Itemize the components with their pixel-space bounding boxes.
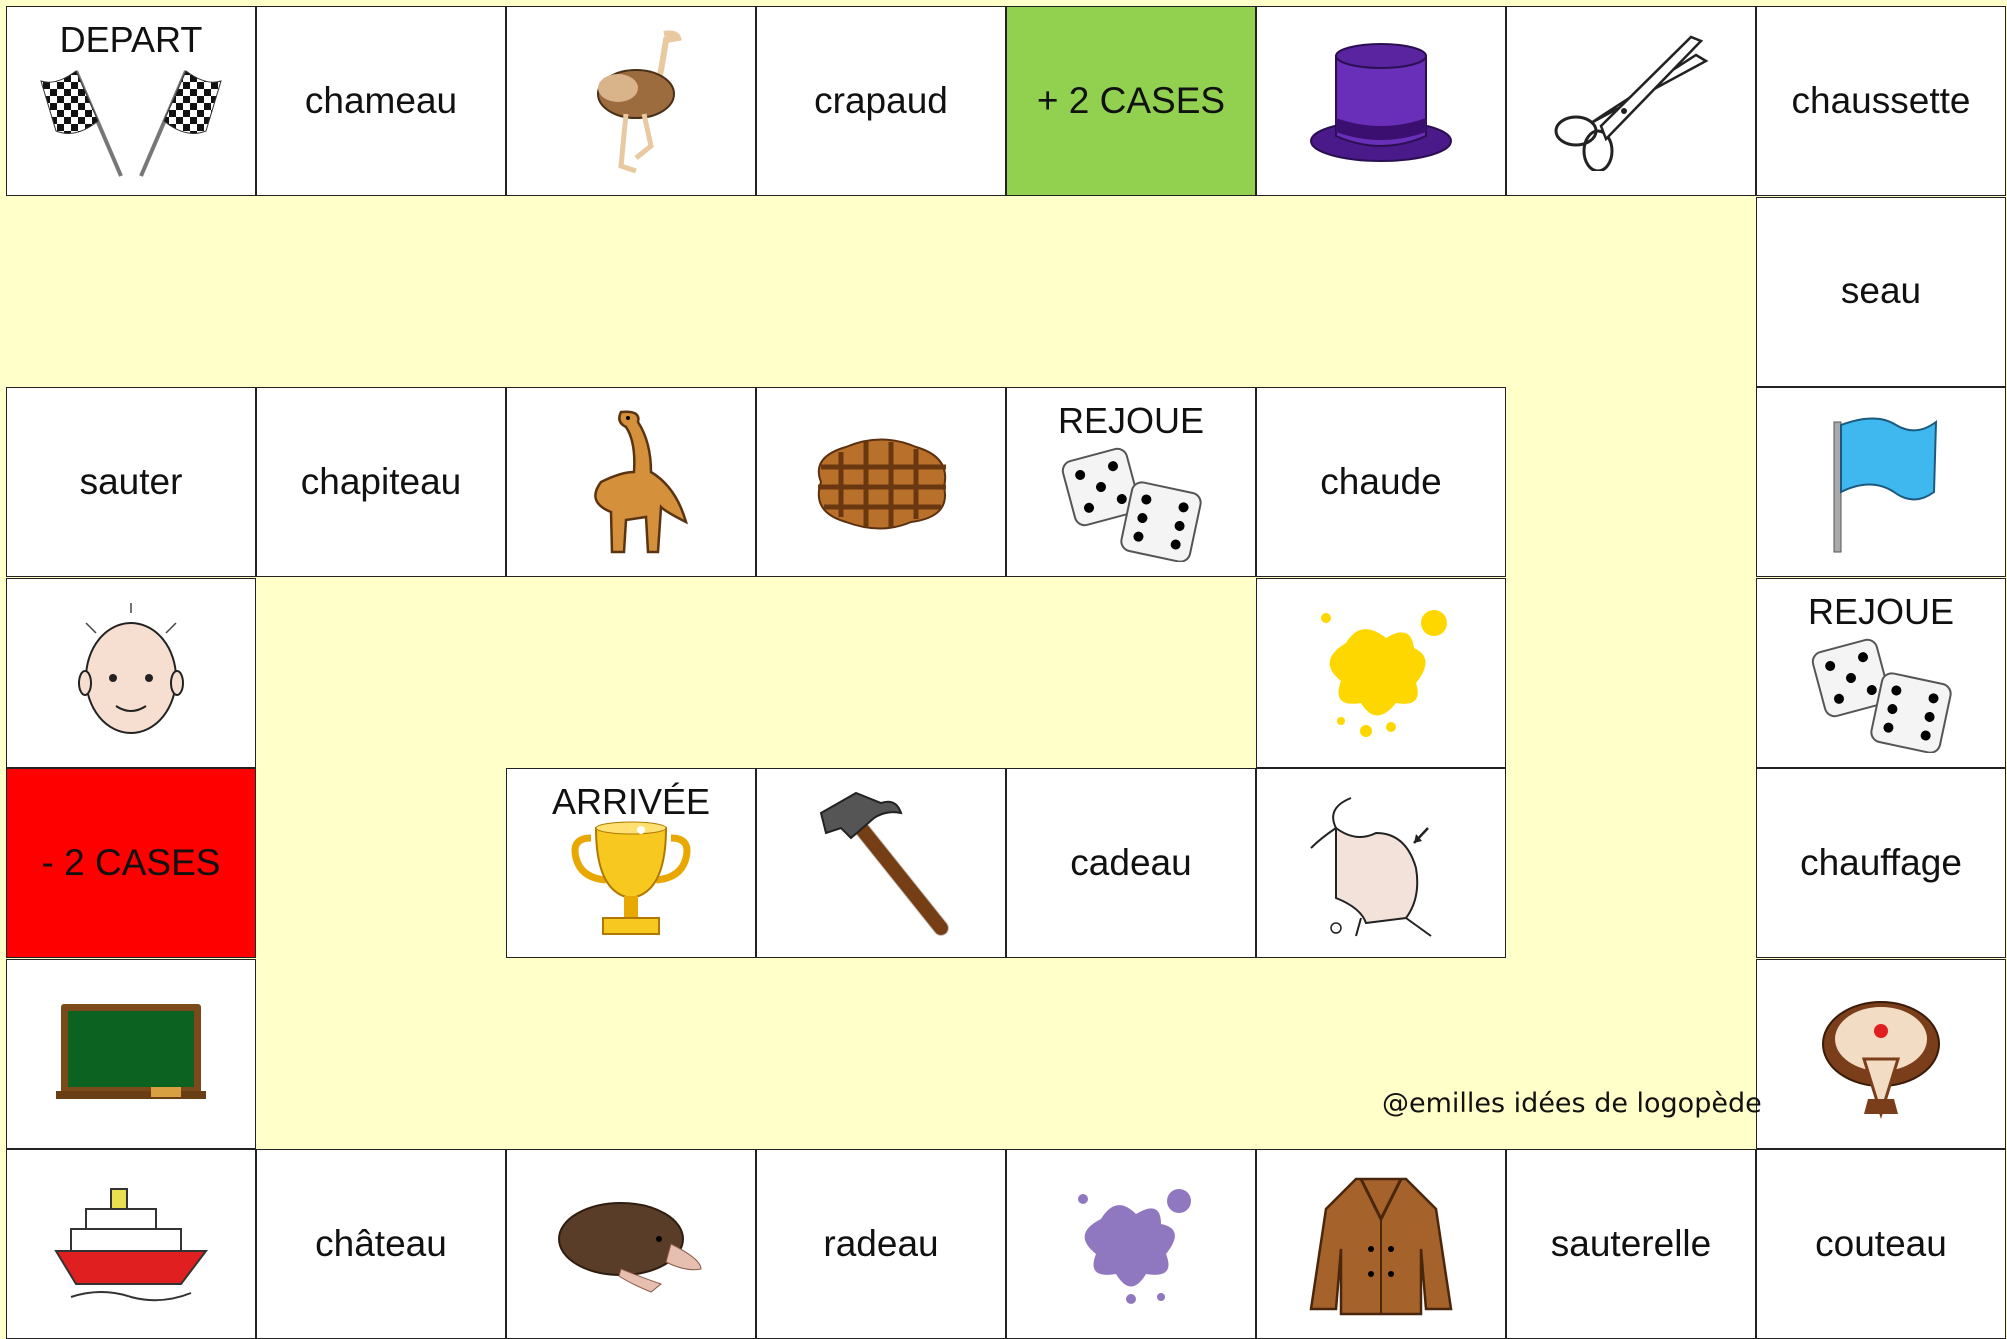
cell-label: sauter (79, 460, 183, 502)
cell-label: + 2 CASES (1036, 79, 1226, 121)
board-cell-c24 (6, 387, 256, 577)
waffle-icon (806, 427, 956, 537)
trophy-icon (571, 818, 691, 948)
purple-splash-icon (1061, 1179, 1201, 1309)
cell-label: chauffage (1800, 841, 1962, 883)
board-cell-c2 (506, 6, 756, 196)
board-cell-c28 (1006, 387, 1256, 577)
cell-label: château (315, 1222, 447, 1264)
board-cell-c17 (756, 1149, 1006, 1339)
scissors-icon (1546, 31, 1716, 171)
board-cell-c31 (1256, 768, 1506, 958)
board-cell-c26 (506, 387, 756, 577)
board-cell-c23 (6, 578, 256, 768)
cell-label: crapaud (814, 79, 948, 121)
cell-label: chaude (1320, 460, 1442, 502)
cell-label: ARRIVÉE (551, 781, 711, 822)
board-cell-c12 (1756, 959, 2006, 1149)
board-cell-c6 (1506, 6, 1756, 196)
board-cell-c19 (256, 1149, 506, 1339)
hammer-icon (806, 788, 956, 938)
dice-icon (1806, 633, 1956, 753)
cell-label: cadeau (1070, 841, 1192, 883)
board-cell-c0 (6, 6, 256, 196)
boat-icon (51, 1179, 211, 1309)
cell-label: chapiteau (300, 460, 462, 502)
cell-label: couteau (1815, 1222, 1947, 1264)
cell-label: - 2 CASES (41, 841, 221, 883)
board-cell-c3 (756, 6, 1006, 196)
blackboard-icon (56, 999, 206, 1109)
board-cell-c34 (506, 768, 756, 958)
board-cell-c13 (1756, 1149, 2006, 1339)
board-cell-c11 (1756, 768, 2006, 958)
cell-label: DEPART (59, 19, 203, 60)
board-cell-c5 (1256, 6, 1506, 196)
hip-icon (1306, 788, 1456, 938)
mole-icon (551, 1184, 711, 1304)
board-cell-c15 (1256, 1149, 1506, 1339)
cell-label: sauterelle (1550, 1222, 1712, 1264)
board-cell-c1 (256, 6, 506, 196)
board-cell-c22 (6, 768, 256, 958)
board-cell-c16 (1006, 1149, 1256, 1339)
board-cell-c14 (1506, 1149, 1756, 1339)
yellow-splash-icon (1306, 603, 1456, 743)
board-cell-c33 (756, 768, 1006, 958)
board-cell-c21 (6, 959, 256, 1149)
board-cell-c29 (1256, 387, 1506, 577)
board-cell-c9 (1756, 387, 2006, 577)
cell-label: REJOUE (1057, 400, 1205, 441)
board-cell-c32 (1006, 768, 1256, 958)
cell-label: chameau (304, 79, 458, 121)
board-cell-c27 (756, 387, 1006, 577)
tart-icon (1816, 989, 1946, 1119)
board-cell-c8 (1756, 197, 2006, 387)
board-cell-c7 (1756, 6, 2006, 196)
checkered-flags-icon (36, 61, 226, 181)
cell-label: radeau (823, 1222, 939, 1264)
bald-head-icon (71, 598, 191, 748)
cell-label: chaussette (1791, 79, 1971, 121)
coat-icon (1306, 1169, 1456, 1319)
board-cell-c25 (256, 387, 506, 577)
top-hat-icon (1306, 36, 1456, 166)
ostrich-icon (566, 26, 696, 176)
dice-icon (1056, 442, 1206, 562)
board-cell-c20 (6, 1149, 256, 1339)
credit-text: @emilles idées de logopède (1382, 1088, 1762, 1119)
board-cell-c18 (506, 1149, 756, 1339)
board-cell-c4 (1006, 6, 1256, 196)
blue-flag-icon (1816, 407, 1946, 557)
dinosaur-icon (566, 402, 696, 562)
board-cell-c30 (1256, 578, 1506, 768)
cell-label: REJOUE (1807, 590, 1955, 632)
cell-label: seau (1840, 270, 1922, 312)
board-cell-c10 (1756, 578, 2006, 768)
